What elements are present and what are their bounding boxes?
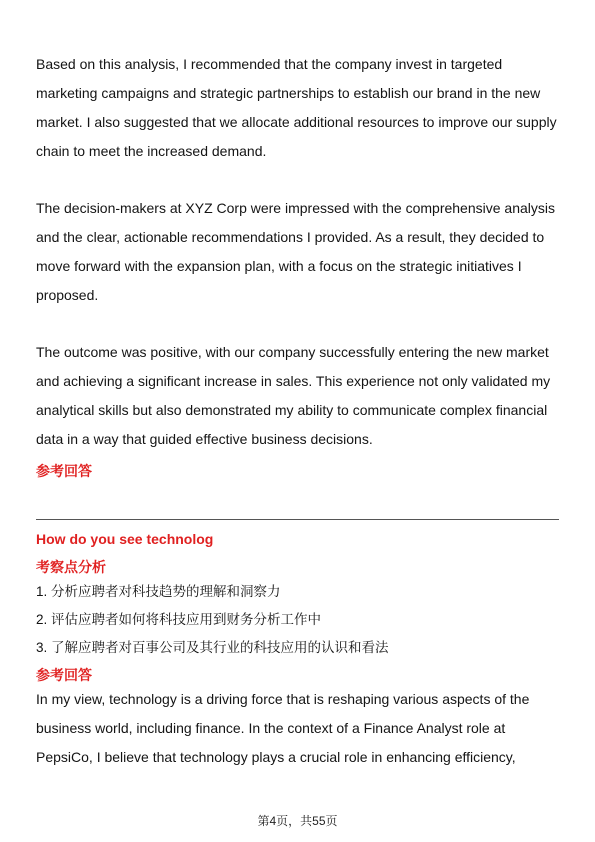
analysis-points-list: [36, 578, 560, 662]
question-title: How do you see technolog: [36, 531, 214, 547]
page-indicator: 第4页，共55页: [257, 814, 338, 828]
analysis-heading: 考察点分析: [36, 559, 106, 575]
reference-answer-label: 参考回答: [36, 463, 92, 479]
analysis-point: 2. 评估应聘者如何将科技应用到财务分析工作中: [36, 612, 322, 627]
reference-answer-label: 参考回答: [36, 667, 92, 683]
answer-paragraph: In my view, technology is a driving force that is reshaping various aspects of the business world, including finance. In the context of a Finance Analyst role at PepsiCo, I believe that technology plays a crucial role in enhancing efficiency,: [36, 691, 530, 765]
analysis-point: 3. 了解应聘者对百事公司及其行业的科技应用的认识和看法: [36, 640, 389, 655]
paragraph-outcome: The outcome was positive, with our company successfully entering the new market and achieving a significant increase in sales. This experience not only validated my analytical skills but also demonstrated my ability to communicate complex financial data in a way that guided effective business decisions.: [36, 344, 551, 447]
paragraph-gap: [36, 310, 560, 338]
page-footer: [0, 812, 595, 829]
section-divider: [36, 519, 559, 520]
paragraph-decision-makers: The decision-makers at XYZ Corp were impressed with the comprehensive analysis and the clear, actionable recommendations I provided. As a result, they decided to move forward with the expansion plan, with a focus on the strategic initiatives I proposed.: [36, 200, 555, 303]
paragraph-recommendation: Based on this analysis, I recommended that the company invest in targeted marketing campaigns and strategic partnerships to establish our brand in the new market. I also suggested that we allocate additional resources to improve our supply chain to meet the increased demand.: [36, 56, 557, 159]
page-content: [36, 50, 560, 772]
analysis-point: 1. 分析应聘者对科技趋势的理解和洞察力: [36, 584, 281, 599]
paragraph-gap: [36, 166, 560, 194]
